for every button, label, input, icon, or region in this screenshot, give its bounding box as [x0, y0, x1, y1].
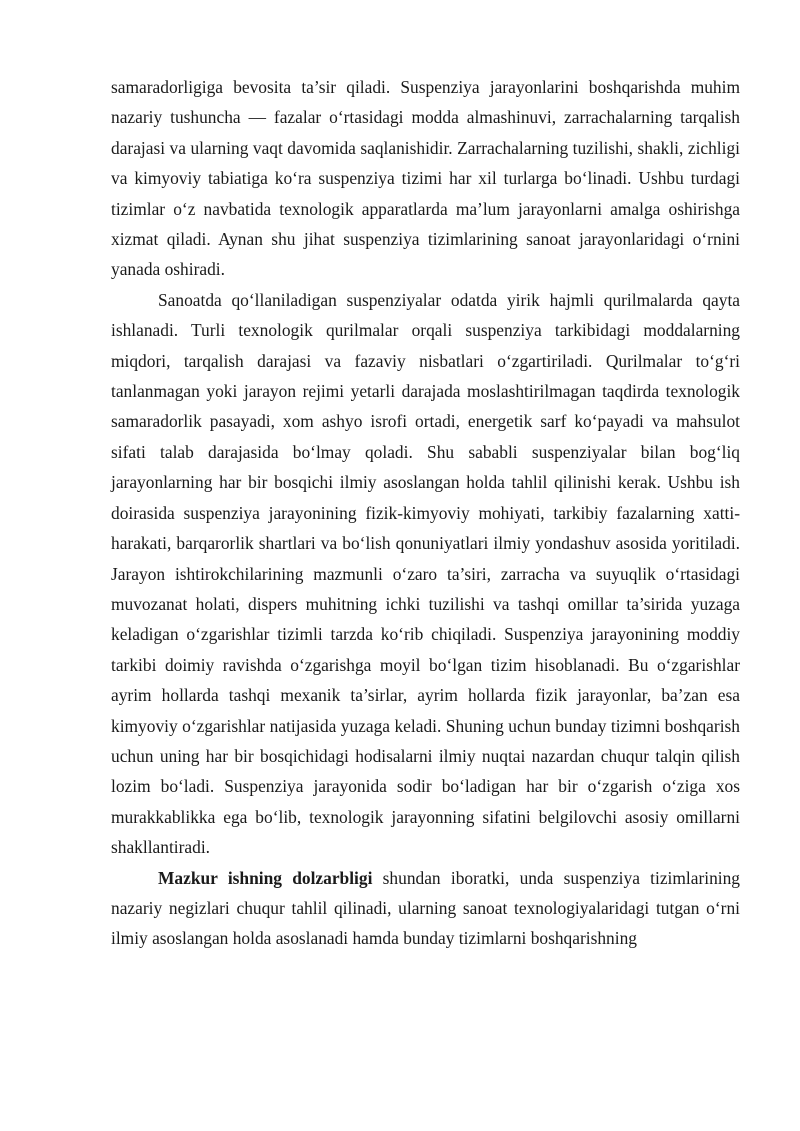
paragraph-relevance	[111, 863, 740, 954]
paragraph-industrial-suspensions: Sanoatda qo‘llaniladigan suspenziyalar odatda yirik hajmli qurilmalarda qayta ishlanadi. Turli texnologik qurilmalar orqali suspenziya tarkibidagi moddalarning miqdori, tarqalish darajasi va fazaviy nisbatlari o‘zgartiriladi. Qurilmalar to‘g‘ri tanlanmagan yoki jarayon rejimi yetarli darajada moslashtirilmagan taqdirda texnologik samaradorlik pasayadi, xom ashyo isrofi ortadi, energetik sarf ko‘payadi va mahsulot sifati talab darajasida bo‘lmay qoladi. Shu sababli suspenziyalar bilan bog‘liq jarayonlarning har bir bosqichi ilmiy asoslangan holda tahlil qilinishi kerak. Ushbu ish doirasida suspenziya jarayonining fizik-kimyoviy mohiyati, tarkibiy fazalarning xatti-harakati, barqarorlik shartlari va bo‘lish qonuniyatlari ilmiy yondashuv asosida yoritiladi. Jarayon ishtirokchilarining mazmunli o‘zaro ta’siri, zarracha va suyuqlik o‘rtasidagi muvozanat holati, dispers muhitning ichki tuzilishi va tashqi omillar ta’sirida yuzaga keladigan o‘zgarishlar tizimli tarzda ko‘rib chiqiladi. Suspenziya jarayonining moddiy tarkibi doimiy ravishda o‘zgarishga moyil bo‘lgan tizim hisoblanadi. Bu o‘zgarishlar ayrim hollarda tashqi mexanik ta’sirlar, ayrim hollarda fizik jarayonlar, ba’zan esa kimyoviy o‘zgarishlar natijasida yuzaga keladi. Shuning uchun bunday tizimni boshqarish uchun uning har bir bosqichidagi hodisalarni ilmiy nuqtai nazardan chuqur talqin qilish lozim bo‘ladi. Suspenziya jarayonida sodir bo‘ladigan har bir o‘zgarish o‘ziga xos murakkablikka ega bo‘lib, texnologik jarayonning sifatini belgilovchi asosiy omillarni shakllantiradi.	[111, 289, 740, 858]
body-text	[111, 72, 740, 954]
relevance-text: shundan iboratki, unda suspenziya tizimlarining nazariy negizlari chuqur tahlil qilinadi, ularning sanoat texnologiyalaridagi tutgan o‘rni ilmiy asoslangan holda asoslanadi hamda bunday tizimlarni boshqarishning	[111, 867, 741, 949]
paragraph-continuation: samaradorligiga bevosita ta’sir qiladi. Suspenziya jarayonlarini boshqarishda muhim nazariy tushuncha — fazalar o‘rtasidagi modda almashinuvi, zarrachalarning tarqalish darajasi va ularning vaqt davomida saqlanishidir. Zarrachalarning tuzilishi, shakli, zichligi va kimyoviy tabiatiga ko‘ra suspenziya tizimi har xil turlarga bo‘linadi. Ushbu turdagi tizimlar o‘z navbatida texnologik apparatlarda ma’lum jarayonlarni amalga oshirishga xizmat qiladi. Aynan shu jihat suspenziya tizimlarining sanoat jarayonlaridagi o‘rnini yanada oshiradi.	[111, 77, 740, 280]
relevance-heading: Mazkur ishning dolzarbligi	[158, 867, 373, 888]
